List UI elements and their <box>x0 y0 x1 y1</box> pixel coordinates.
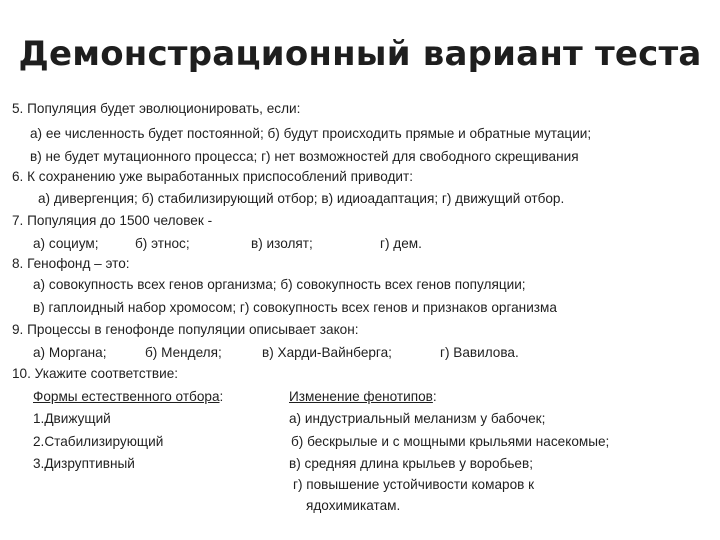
phenotype-item: а) индустриальный меланизм у бабочек; <box>289 411 546 426</box>
question-9-option-a: а) Моргана; <box>33 345 107 360</box>
question-7-option-c: в) изолят; <box>251 236 313 251</box>
question-7-option-a: а) социум; <box>33 236 99 251</box>
question-10: 10. Укажите соответствие: <box>12 366 179 381</box>
phenotype-item-continuation: ядохимикатам. <box>306 498 401 513</box>
page-title: Демонстрационный вариант теста <box>18 34 702 74</box>
selection-forms-header-text: Формы естественного отбора <box>33 389 220 404</box>
selection-forms-header <box>33 388 223 406</box>
phenotype-item: в) средняя длина крыльев у воробьев; <box>289 456 533 471</box>
question-7: 7. Популяция до 1500 человек - <box>12 213 213 228</box>
phenotype-changes-header-text: Изменение фенотипов <box>289 389 433 404</box>
phenotype-item: б) бескрылые и с мощными крыльями насекомые; <box>291 434 610 449</box>
selection-form-item: 3.Дизруптивный <box>33 456 135 471</box>
question-9: 9. Процессы в генофонде популяции описывает закон: <box>12 322 359 337</box>
question-9-option-d: г) Вавилова. <box>440 345 519 360</box>
question-5-options-line-1: а) ее численность будет постоянной; б) будут происходить прямые и обратные мутации; <box>30 126 592 141</box>
header-colon: : <box>432 389 437 404</box>
question-5-options-line-2: в) не будет мутационного процесса; г) нет возможностей для свободного скрещивания <box>30 149 579 164</box>
question-9-option-b: б) Менделя; <box>145 345 222 360</box>
question-6-options: а) дивергенция; б) стабилизирующий отбор; в) идиоадаптация; г) движущий отбор. <box>38 191 565 206</box>
question-5: 5. Популяция будет эволюционировать, если: <box>12 101 301 116</box>
question-9-option-c: в) Харди-Вайнберга; <box>262 345 392 360</box>
selection-form-item: 1.Движущий <box>33 411 111 426</box>
question-8-options-line-1: а) совокупность всех генов организма; б) совокупность всех генов популяции; <box>33 277 526 292</box>
phenotype-changes-header <box>289 388 437 406</box>
question-8: 8. Генофонд – это: <box>12 256 130 271</box>
question-8-options-line-2: в) гаплоидный набор хромосом; г) совокупность всех генов и признаков организма <box>33 300 557 315</box>
question-7-option-d: г) дем. <box>380 236 422 251</box>
question-7-option-b: б) этнос; <box>135 236 190 251</box>
question-6: 6. К сохранению уже выработанных приспособлений приводит: <box>12 169 414 184</box>
phenotype-item: г) повышение устойчивости комаров к <box>293 477 535 492</box>
selection-form-item: 2.Стабилизирующий <box>33 434 164 449</box>
header-colon: : <box>219 389 224 404</box>
